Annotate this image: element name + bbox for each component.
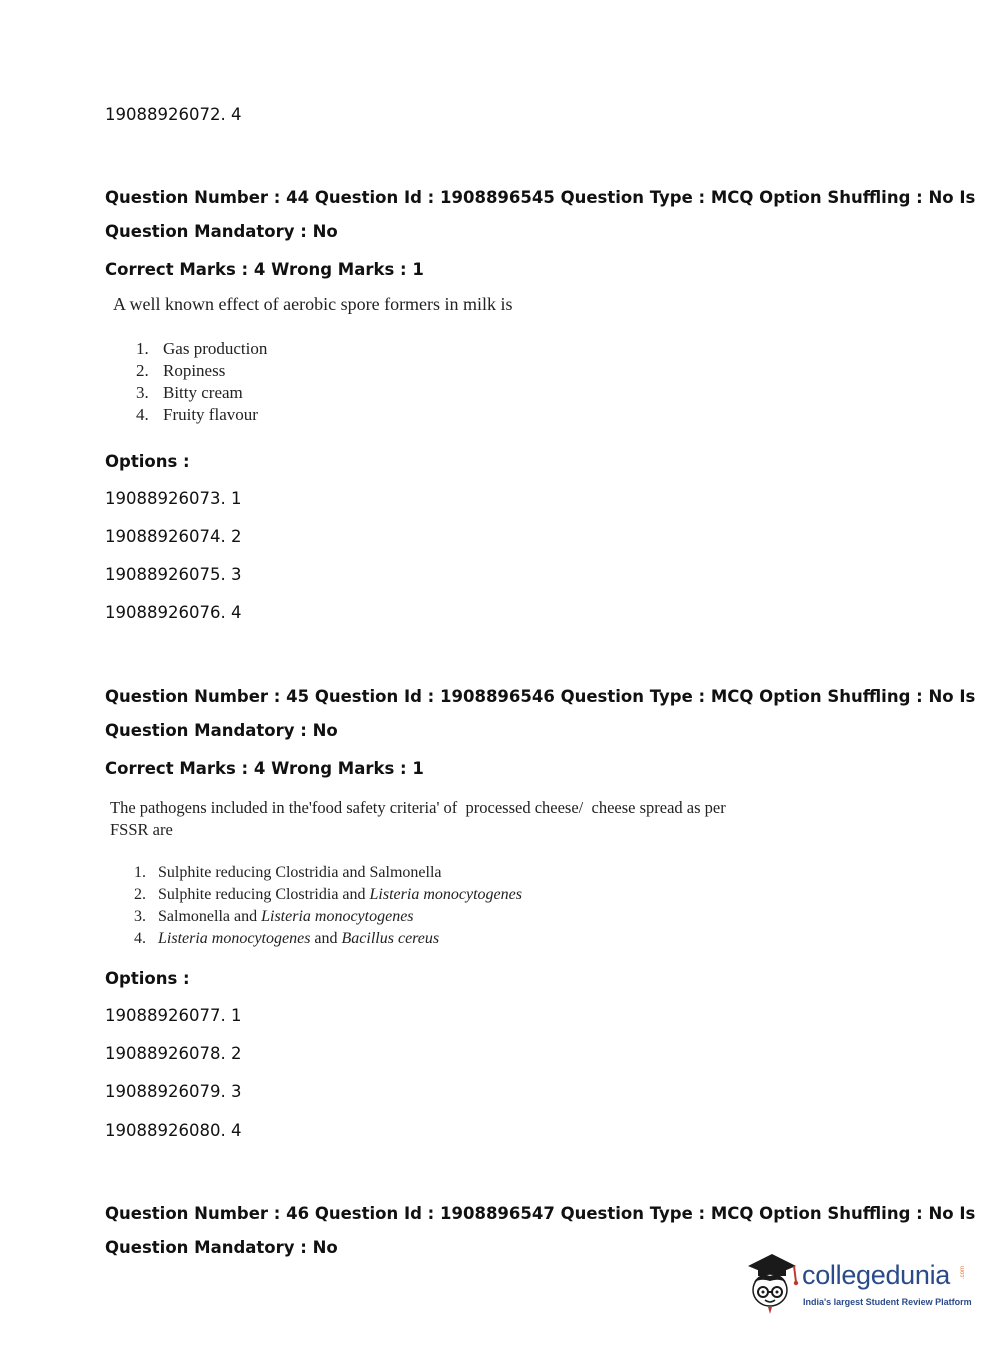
choice-item: 2. Sulphite reducing Clostridia and Listeria monocytogenes (134, 886, 522, 903)
choice-list (134, 862, 522, 950)
question-marks: Correct Marks : 4 Wrong Marks : 1 (105, 260, 424, 279)
collegedunia-logo (742, 1250, 972, 1318)
option-line: 19088926072. 4 (105, 105, 242, 124)
option-line: 19088926077. 1 (105, 1006, 242, 1025)
question-header: Question Number : 45 Question Id : 1908896546 Question Type : MCQ Option Shuffling : No Is (105, 687, 976, 706)
logo-tagline: India's largest Student Review Platform (803, 1297, 972, 1307)
option-line: 19088926074. 2 (105, 527, 242, 546)
question-mandatory: Question Mandatory : No (105, 721, 338, 740)
question-header: Question Number : 46 Question Id : 1908896547 Question Type : MCQ Option Shuffling : No Is (105, 1204, 976, 1223)
choice-item: 2. Ropiness (136, 361, 226, 380)
option-line: 19088926078. 2 (105, 1044, 242, 1063)
option-line: 19088926076. 4 (105, 603, 242, 622)
question-stem: A well known effect of aerobic spore formers in milk is (113, 294, 513, 314)
option-line: 19088926079. 3 (105, 1082, 242, 1101)
choice-list (136, 338, 267, 426)
choice-item: 1. Gas production (136, 339, 268, 358)
options-label: Options : (105, 969, 190, 988)
options-label: Options : (105, 452, 190, 471)
choice-item: 3. Salmonella and Listeria monocytogenes (134, 908, 414, 925)
question-header: Question Number : 44 Question Id : 1908896545 Question Type : MCQ Option Shuffling : No Is (105, 188, 976, 207)
mascot-icon (742, 1252, 800, 1316)
choice-item: 3. Bitty cream (136, 383, 243, 402)
question-stem: FSSR are (110, 820, 173, 839)
choice-item: 1. Sulphite reducing Clostridia and Salmonella (134, 864, 442, 881)
question-mandatory: Question Mandatory : No (105, 222, 338, 241)
question-marks: Correct Marks : 4 Wrong Marks : 1 (105, 759, 424, 778)
question-mandatory: Question Mandatory : No (105, 1238, 338, 1257)
option-line: 19088926073. 1 (105, 489, 242, 508)
question-stem: The pathogens included in the'food safety criteria' of processed cheese/ cheese spread as per (110, 798, 726, 817)
choice-item: 4. Listeria monocytogenes and Bacillus cereus (134, 930, 440, 947)
choice-item: 4. Fruity flavour (136, 405, 258, 424)
option-line: 19088926075. 3 (105, 565, 242, 584)
logo-domain: .com (960, 1266, 966, 1280)
logo-wordmark: collegedunia (802, 1260, 951, 1290)
option-line: 19088926080. 4 (105, 1121, 242, 1140)
